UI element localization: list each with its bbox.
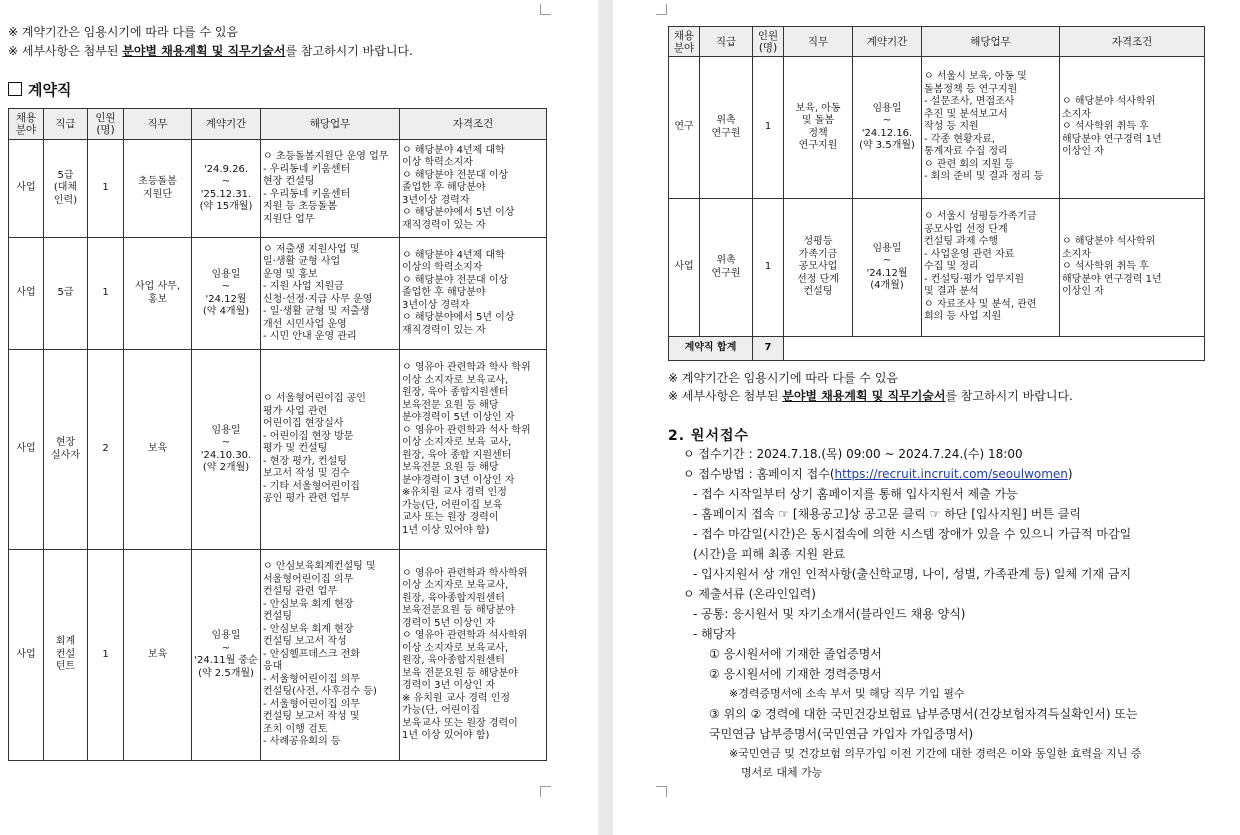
duty-cell bbox=[922, 199, 1060, 337]
document-note: ※경력증명서에 소속 부서 및 해당 직무 기입 필수 bbox=[729, 687, 965, 700]
duty-cell-text: ㅇ 서울시 성평등가족기금 공모사업 선정 단계 컨설팅 과제 수행 - 사업운영 관련 자료 수집 및 정리 - 컨설팅·평가 업무지원 및 결과 분석 ㅇ 자료조사 및 분석, 관련 회의 등 사업 지원 bbox=[924, 211, 1037, 323]
table-header-row bbox=[669, 27, 1205, 57]
application-period: ㅇ 접수기간 : 2024.7.18.(목) 09:00 ~ 2024.7.24.(수) 18:00 bbox=[683, 447, 1023, 461]
application-method: ㅇ 접수방법 : 홈페이지 접수(https://recruit.incruit.com/seoulwomen) bbox=[683, 467, 1073, 481]
total-row bbox=[669, 337, 1205, 361]
crop-mark bbox=[656, 4, 667, 15]
crop-mark bbox=[540, 4, 551, 15]
duty-cell bbox=[261, 350, 400, 550]
table-row bbox=[9, 550, 547, 761]
field-cell: 연구 bbox=[669, 57, 700, 199]
column-header: 인원 (명) bbox=[753, 27, 784, 57]
method-item: - 입사지원서 상 개인 인적사항(출신학교명, 나이, 성별, 가족관계 등) 일체 기재 금지 bbox=[693, 567, 1132, 581]
column-header: 해당업무 bbox=[922, 27, 1060, 57]
qualification-cell-text: ㅇ 해당분야 석사학위 소지자 ㅇ 석사학위 취득 후 해당분야 연구경력 1년 이상인 자 bbox=[1062, 96, 1162, 158]
qualification-cell-text: ㅇ 해당분야 석사학위 소지자 ㅇ 석사학위 취득 후 해당분야 연구경력 1년 이상인 자 bbox=[1062, 236, 1162, 298]
period-cell: 임용일 ~ '24.10.30. (약 2개월) bbox=[192, 350, 261, 550]
grade-cell: 위촉 연구원 bbox=[700, 57, 753, 199]
table-row bbox=[9, 350, 547, 550]
column-header: 직무 bbox=[124, 109, 192, 140]
document-item: ③ 위의 ② 경력에 대한 국민건강보험료 납부증명서(건강보험자격득실확인서) 또는 bbox=[709, 707, 1138, 721]
duty-cell-text: ㅇ 안심보육회계컨설팅 및 서울형어린이집 의무 컨설팅 관련 업무 - 안심보육 회계 현장 컨설팅 - 안심보육 회계 현장 컨설팅 보고서 작성 - 안심헬프데스크 전화 응대 - 서울형어린이집 의무 컨설팅(사전, 사후검수 등) - 서울형어린이집 의무 컨설팅 보고서 작성 및 조치 이행 검토 - 사례공유회의 등 bbox=[263, 561, 377, 748]
qualification-cell-text: ㅇ 해당분야 4년제 대학 이상 학력소지자 ㅇ 해당분야 전문대 이상 졸업한 후 해당분야 3년이상 경력자 ㅇ 해당분야에서 5년 이상 재직경력이 있는 자 bbox=[402, 144, 515, 231]
column-header: 채용 분야 bbox=[669, 27, 700, 57]
crop-mark bbox=[540, 786, 551, 797]
field-cell: 사업 bbox=[9, 238, 44, 350]
duty-cell bbox=[261, 140, 400, 238]
qualification-cell bbox=[400, 550, 547, 761]
total-value: 7 bbox=[753, 337, 784, 361]
attachment-reference: 분야별 채용계획 및 직무기술서 bbox=[782, 389, 946, 403]
period-cell: 임용일 ~ '24.12월 (약 4개월) bbox=[192, 238, 261, 350]
headcount-cell: 2 bbox=[88, 350, 124, 550]
field-cell: 사업 bbox=[9, 550, 44, 761]
document-page-left bbox=[0, 0, 598, 835]
duty-cell-text: ㅇ 초등돌봄지원단 운영 업무 - 우리동네 키움센터 현장 컨설팅 - 우리동네 키움센터 지원 등 초등돌봄 지원단 업무 bbox=[263, 151, 389, 225]
document-item: 국민연금 납부증명서(국민연금 가입자 가입증명서) bbox=[709, 727, 974, 741]
table-row bbox=[669, 199, 1205, 337]
job-cell: 보육, 아동 및 돌봄 정책 연구지원 bbox=[784, 57, 853, 199]
qualification-cell-text: ㅇ 해당분야 4년제 대학 이상의 학력소지자 ㅇ 해당분야 전문대 이상 졸업한 후 해당분야 3년이상 경력자 ㅇ 해당분야에서 5년 이상 재직경력이 있는 자 bbox=[402, 249, 515, 336]
qualification-cell bbox=[1060, 57, 1205, 199]
period-cell: 임용일 ~ '24.12.16. (약 3.5개월) bbox=[853, 57, 922, 199]
table-header-row bbox=[9, 109, 547, 140]
column-header: 직급 bbox=[700, 27, 753, 57]
column-header: 계약기간 bbox=[192, 109, 261, 140]
headcount-cell: 1 bbox=[753, 57, 784, 199]
headcount-cell: 1 bbox=[88, 550, 124, 761]
headcount-cell: 1 bbox=[88, 238, 124, 350]
qualification-cell bbox=[1060, 199, 1205, 337]
headcount-cell: 1 bbox=[88, 140, 124, 238]
recruitment-table bbox=[8, 108, 547, 761]
note-details: ※ 세부사항은 첨부된 분야별 채용계획 및 직무기술서를 참고하시기 바랍니다. bbox=[668, 389, 1073, 403]
grade-cell: 현장 실사자 bbox=[44, 350, 88, 550]
qualification-cell bbox=[400, 238, 547, 350]
method-item: - 홈페이지 접속 ☞ [채용공고]상 공고문 클릭 ☞ 하단 [입사지원] 버튼 클릭 bbox=[693, 507, 1081, 521]
section-title-application: 2. 원서접수 bbox=[668, 428, 750, 444]
note-contract-period: ※ 계약기간은 임용시기에 따라 다를 수 있음 bbox=[668, 371, 899, 385]
grade-cell: 위촉 연구원 bbox=[700, 199, 753, 337]
recruit-site-link[interactable]: https://recruit.incruit.com/seoulwomen bbox=[834, 467, 1068, 481]
checkbox-square-icon bbox=[8, 82, 22, 96]
documents-title: ㅇ 제출서류 (온라인입력) bbox=[683, 587, 816, 601]
qualification-cell-text: ㅇ 영유아 관련학과 학사학위 이상 소지자로 보육교사, 원장, 육아종합지원센터 보육전문요원 등 해당분야 경력이 5년 이상인 자 ㅇ 영유아 관련학과 석사학위 이상 소지자로 보육교사, 원장, 육아종합지원센터 보육 전문요원 등 해당분야 경력이 3년 이상인 자 ※ 유치원 교사 경력 인정 가능(단, 어린이집 보육교사 또는 원장 경력이 1년 이상 있어야 함) bbox=[402, 567, 528, 741]
job-cell: 보육 bbox=[124, 350, 192, 550]
field-cell: 사업 bbox=[9, 350, 44, 550]
total-label: 계약직 합계 bbox=[669, 337, 753, 361]
documents-common: - 공통: 응시원서 및 자기소개서(블라인드 채용 양식) bbox=[693, 607, 966, 621]
note-contract-period: ※ 계약기간은 임용시기에 따라 다를 수 있음 bbox=[8, 25, 239, 39]
attachment-reference: 분야별 채용계획 및 직무기술서 bbox=[122, 44, 286, 58]
column-header: 자격조건 bbox=[400, 109, 547, 140]
method-item: (시간)을 피해 최종 지원 완료 bbox=[693, 547, 846, 561]
duty-cell bbox=[922, 57, 1060, 199]
job-cell: 사업 사무, 홍보 bbox=[124, 238, 192, 350]
duty-cell-text: ㅇ 서울형어린이집 공인 평가 사업 관련 어린이집 현장실사 - 어린이집 현장 방문 평가 및 컨설팅 - 현장 평가, 컨설팅 보고서 작성 및 검수 - 기타 서울형어린이집 공인 평가 관련 업무 bbox=[263, 393, 366, 505]
table-row bbox=[9, 140, 547, 238]
method-item: - 접수 시작일부터 상기 홈페이지를 통해 입사지원서 제출 가능 bbox=[693, 487, 1018, 501]
duty-cell-text: ㅇ 서울시 보육, 아동 및 돌봄정책 등 연구지원 - 설문조사, 면접조사 추진 및 분석보고서 작성 등 지원 - 각종 현황자료, 통계자료 수집 정리 ㅇ 관련 회의 지원 등 - 회의 준비 및 결과 정리 등 bbox=[924, 71, 1044, 183]
column-header: 인원 (명) bbox=[88, 109, 124, 140]
job-cell: 성평등 가족기금 공모사업 선정 단계 컨설팅 bbox=[784, 199, 853, 337]
column-header: 직무 bbox=[784, 27, 853, 57]
duty-cell-text: ㅇ 저출생 지원사업 및 일·생활 균형 사업 운영 및 홍보 - 지원 사업 지원금 신청·선정·지급 사무 운영 - 일·생활 균형 및 저출생 개선 시민사업 운영 - 시민 안내 운영 관리 bbox=[263, 243, 373, 342]
document-note: ※국민연금 및 건강보험 의무가입 이전 기간에 대한 경력은 이와 동일한 효력을 지닌 증 bbox=[729, 747, 1142, 760]
grade-cell: 회계 컨설 턴트 bbox=[44, 550, 88, 761]
qualification-cell-text: ㅇ 영유아 관련학과 학사 학위 이상 소지자로 보육교사, 원장, 육아 종합지원센터 보육전문 요원 등 해당 분야경력이 5년 이상인 자 ㅇ 영유아 관련학과 석사 학위 이상 소지자로 보육 교사, 원장, 육아 종합 지원센터 보육전문 요원 등 해당 분야경력이 3년 이상인 자 ※유치원 교사 경력 인정 가능(단, 어린이집 보육 교사 또는 원장 경력이 1년 이상 있어야 함) bbox=[402, 362, 531, 536]
document-note: 명서로 대체 가능 bbox=[741, 766, 823, 779]
qualification-cell bbox=[400, 140, 547, 238]
grade-cell: 5급 bbox=[44, 238, 88, 350]
crop-mark bbox=[656, 786, 667, 797]
method-item: - 접수 마감일(시간)은 동시접속에 의한 시스템 장애가 있을 수 있으니 가급적 마감일 bbox=[693, 527, 1132, 541]
column-header: 계약기간 bbox=[853, 27, 922, 57]
duty-cell bbox=[261, 238, 400, 350]
total-empty-cell bbox=[784, 337, 1205, 361]
period-cell: 임용일 ~ '24.11월 중순 (약 2.5개월) bbox=[192, 550, 261, 761]
document-page-right bbox=[613, 0, 1240, 835]
job-cell: 보육 bbox=[124, 550, 192, 761]
period-cell: '24.9.26. ~ '25.12.31. (약 15개월) bbox=[192, 140, 261, 238]
duty-cell bbox=[261, 550, 400, 761]
headcount-cell: 1 bbox=[753, 199, 784, 337]
grade-cell: 5급 (대체 인력) bbox=[44, 140, 88, 238]
table-row bbox=[669, 57, 1205, 199]
table-row bbox=[9, 238, 547, 350]
documents-applicable: - 해당자 bbox=[693, 627, 736, 641]
period-cell: 임용일 ~ '24.12월 (4개월) bbox=[853, 199, 922, 337]
document-item: ① 응시원서에 기재한 졸업증명서 bbox=[709, 647, 882, 661]
column-header: 직급 bbox=[44, 109, 88, 140]
recruitment-table-continued bbox=[668, 26, 1205, 361]
column-header: 채용 분야 bbox=[9, 109, 44, 140]
qualification-cell bbox=[400, 350, 547, 550]
document-item: ② 응시원서에 기재한 경력증명서 bbox=[709, 667, 882, 681]
section-title-contract: 계약직 bbox=[8, 79, 71, 100]
job-cell: 초등돌봄 지원단 bbox=[124, 140, 192, 238]
note-details: ※ 세부사항은 첨부된 분야별 채용계획 및 직무기술서를 참고하시기 바랍니다. bbox=[8, 44, 413, 58]
column-header: 자격조건 bbox=[1060, 27, 1205, 57]
field-cell: 사업 bbox=[9, 140, 44, 238]
field-cell: 사업 bbox=[669, 199, 700, 337]
column-header: 해당업무 bbox=[261, 109, 400, 140]
